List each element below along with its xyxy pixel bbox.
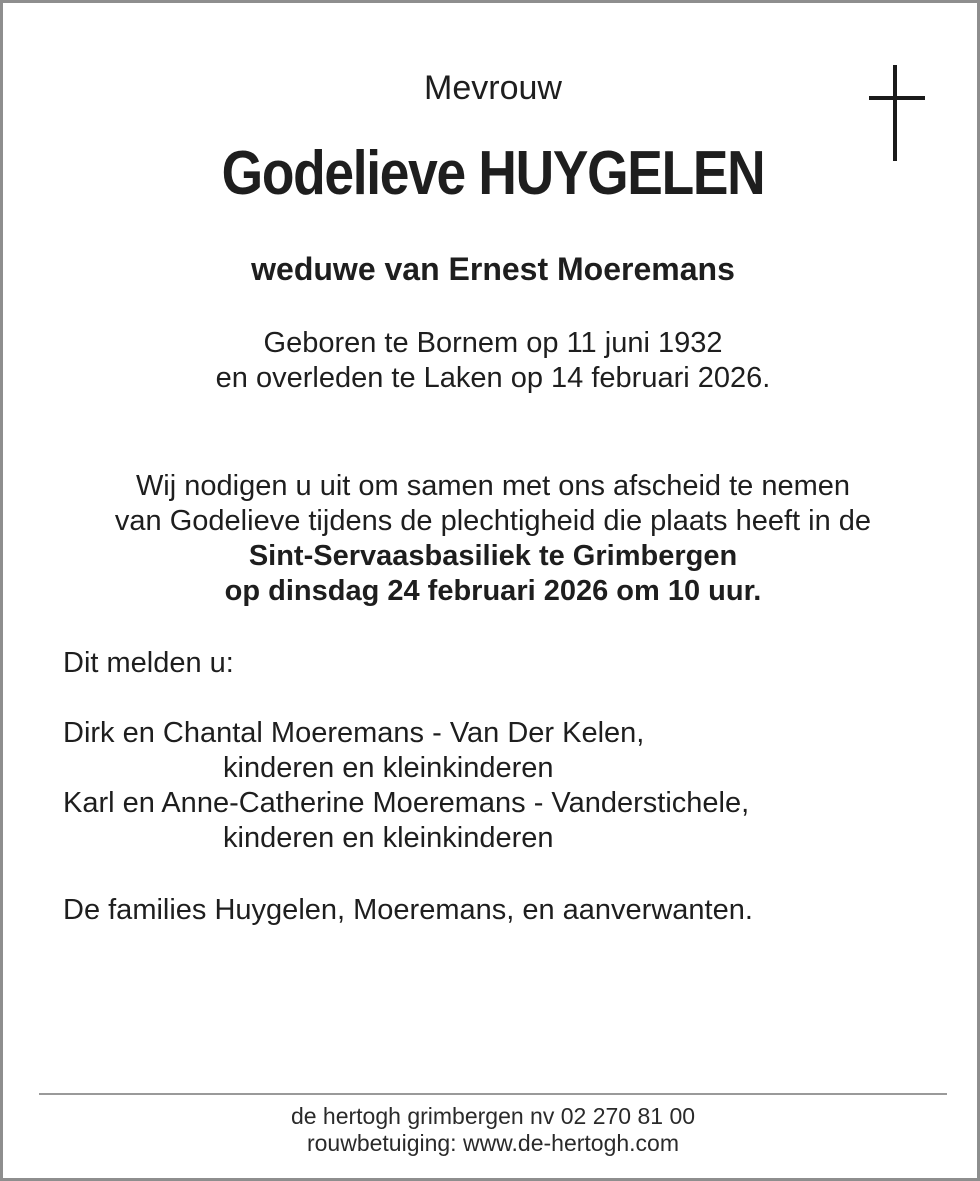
honorific-title: Mevrouw	[424, 69, 562, 107]
family-member-name: Karl en Anne-Catherine Moeremans - Vanderstichele,	[63, 787, 750, 819]
family-member-name: Dirk en Chantal Moeremans - Van Der Kelen,	[63, 717, 645, 749]
footer	[3, 1103, 980, 1157]
birth-line: Geboren te Bornem op 11 juni 1932	[263, 327, 723, 359]
condolence-website: rouwbetuiging: www.de-hertogh.com	[306, 1130, 680, 1156]
death-line: en overleden te Laken op 14 februari 2026.	[215, 362, 771, 394]
families-line: De families Huygelen, Moeremans, en aanverwanten.	[63, 894, 753, 926]
invite-line-2: van Godelieve tijdens de plechtigheid die plaats heeft in de	[114, 505, 872, 537]
funeral-invitation	[3, 469, 980, 609]
family-member-sub: kinderen en kleinkinderen	[223, 752, 554, 784]
funeral-company: de hertogh grimbergen nv 02 270 81 00	[290, 1103, 696, 1129]
widow-of-line: weduwe van Ernest Moeremans	[251, 251, 735, 287]
footer-divider	[39, 1093, 947, 1095]
life-dates	[3, 326, 980, 396]
funeral-venue: Sint-Servaasbasiliek te Grimbergen	[248, 540, 738, 572]
invite-line-1: Wij nodigen u uit om samen met ons afscheid te nemen	[135, 470, 851, 502]
deceased-name: Godelieve HUYGELEN	[221, 139, 765, 208]
announce-line: Dit melden u:	[63, 647, 234, 679]
family-member-sub: kinderen en kleinkinderen	[223, 822, 554, 854]
funeral-date: op dinsdag 24 februari 2026 om 10 uur.	[224, 575, 762, 607]
